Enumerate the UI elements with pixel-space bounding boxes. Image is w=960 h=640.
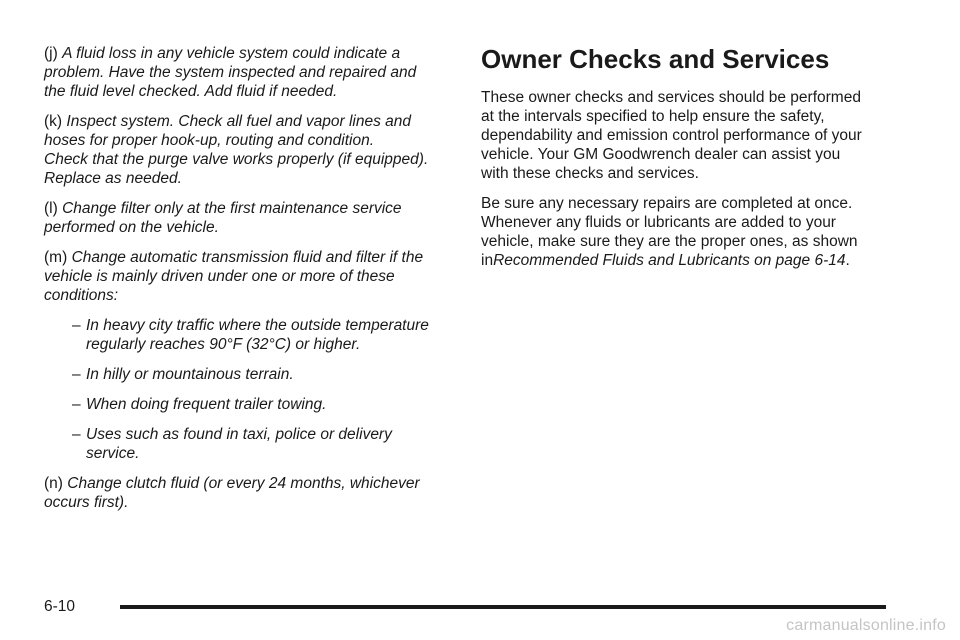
repairs-paragraph: Be sure any necessary repairs are completed at once. Whenever any fluids or lubricants are added to your vehicle, make sure they are the proper ones, as shown inRecommended Fluids and Lubricants on page 6-14. bbox=[481, 195, 858, 269]
section-title: Owner Checks and Services bbox=[481, 44, 830, 74]
note-n bbox=[44, 474, 454, 512]
note-j-text: A fluid loss in any vehicle system could indicate a problem. Have the system inspected and repaired and the fluid level checked. Add fluid if needed. bbox=[44, 45, 417, 100]
dash-bullet: – bbox=[72, 317, 81, 334]
footer-divider bbox=[120, 605, 886, 609]
note-j bbox=[44, 44, 454, 101]
note-n-letter: (n) bbox=[44, 475, 63, 492]
watermark: carmanualsonline.info bbox=[786, 617, 946, 634]
list-item: – In heavy city traffic where the outside temperature regularly reaches 90°F (32°C) or higher. bbox=[72, 317, 429, 353]
note-k bbox=[44, 112, 454, 188]
list-item: – In hilly or mountainous terrain. bbox=[72, 366, 294, 383]
note-m-text: Change automatic transmission fluid and filter if the vehicle is mainly driven under one or more of these conditions: bbox=[44, 249, 424, 304]
intro-paragraph: These owner checks and services should be performed at the intervals specified to help ensure the safety, dependability and emission control performance of your vehicle. Your GM Goodwrench dealer can assist you with these checks and services. bbox=[481, 89, 862, 182]
dash-bullet: – bbox=[72, 396, 81, 413]
dash-bullet: – bbox=[72, 426, 81, 443]
note-n-text: Change clutch fluid (or every 24 months, whichever occurs first). bbox=[44, 475, 420, 511]
note-l-text: Change filter only at the first maintenance service performed on the vehicle. bbox=[44, 200, 402, 236]
note-m bbox=[44, 248, 454, 305]
list-item: – Uses such as found in taxi, police or delivery service. bbox=[72, 426, 392, 462]
note-k-text: Inspect system. Check all fuel and vapor lines and hoses for proper hook-up, routing and condition. Check that the purge valve works properly (if equipped). Replace as needed. bbox=[44, 113, 429, 187]
note-l-letter: (l) bbox=[44, 200, 58, 217]
dash-bullet: – bbox=[72, 366, 81, 383]
conditions-list bbox=[44, 316, 454, 463]
left-column bbox=[44, 44, 454, 523]
note-k-letter: (k) bbox=[44, 113, 63, 130]
page-number: 6-10 bbox=[44, 598, 76, 615]
fluids-reference-link[interactable]: Recommended Fluids and Lubricants on page 6-14 bbox=[493, 252, 846, 269]
note-m-letter: (m) bbox=[44, 249, 68, 266]
list-item: – When doing frequent trailer towing. bbox=[72, 396, 327, 413]
note-l bbox=[44, 199, 454, 237]
right-column bbox=[481, 44, 921, 281]
note-j-letter: (j) bbox=[44, 45, 58, 62]
